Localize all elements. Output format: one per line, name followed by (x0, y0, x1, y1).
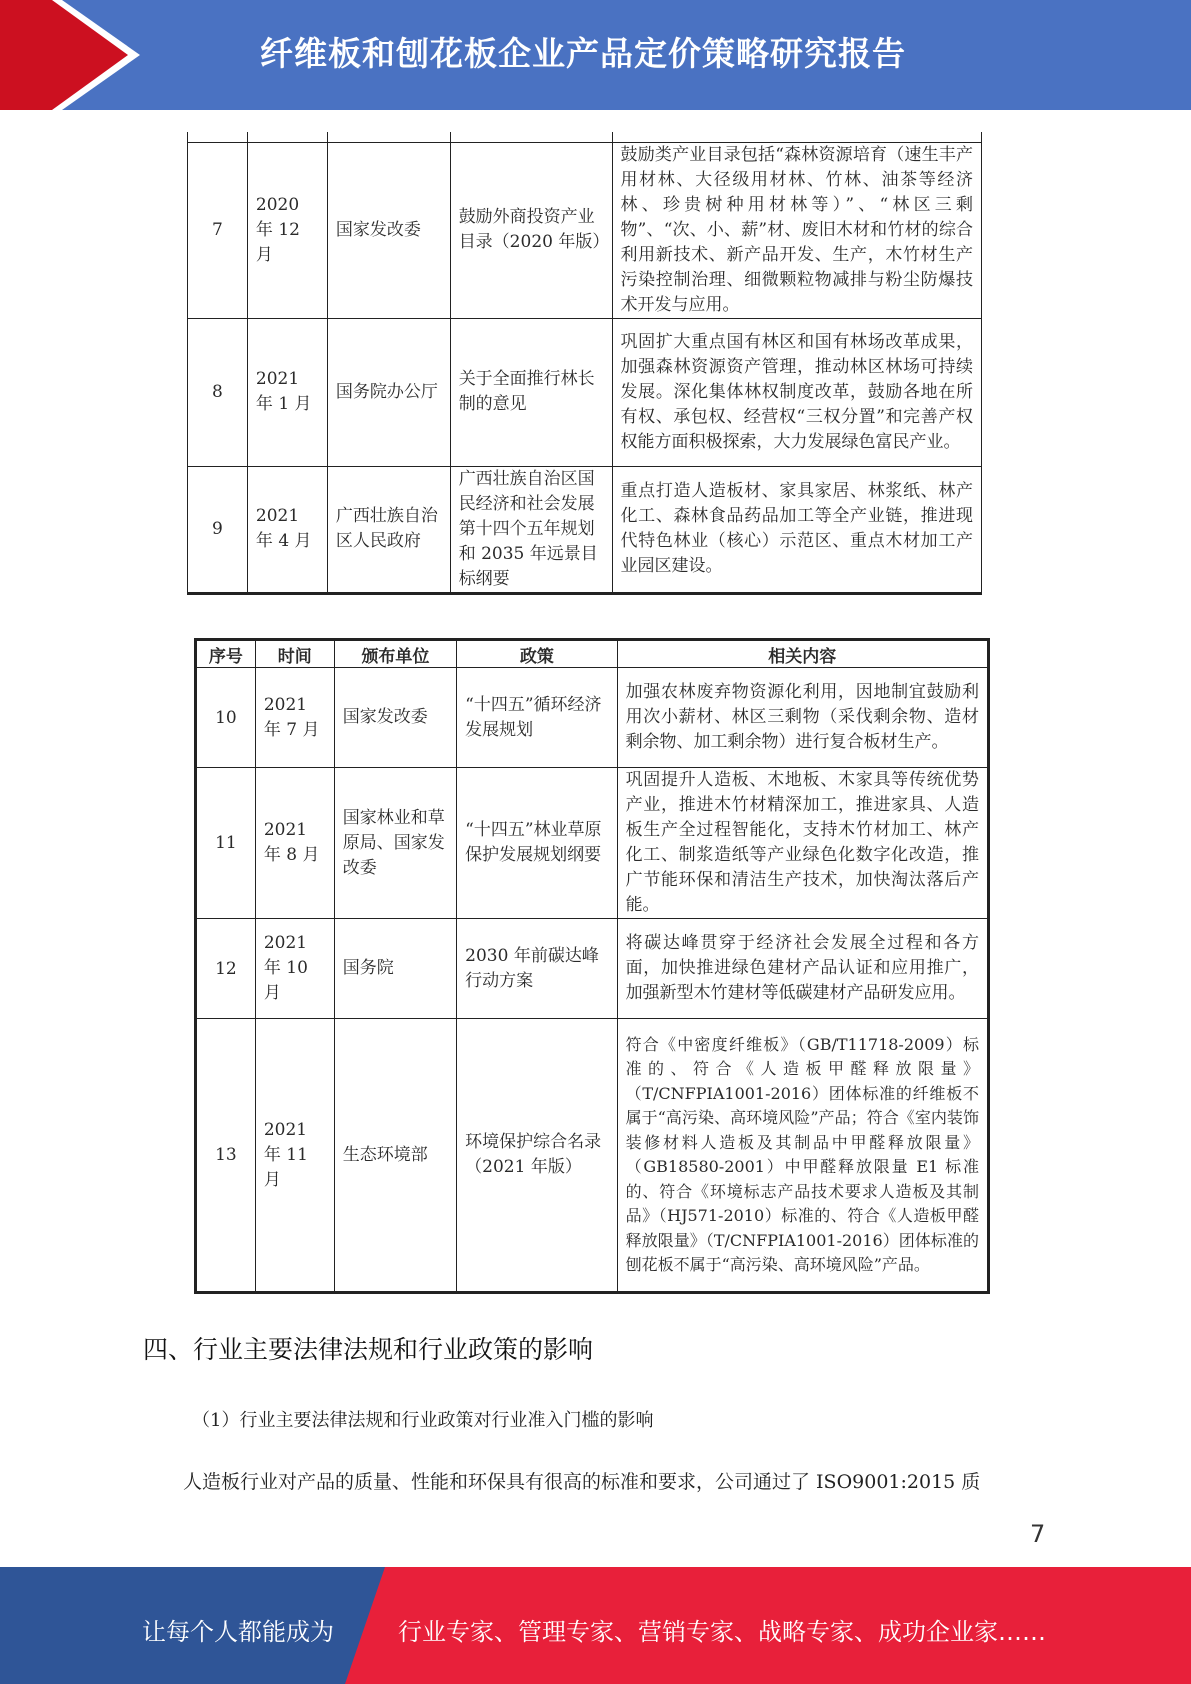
footer-slogan-right: 行业专家、管理专家、营销专家、战略专家、成功企业家…… (398, 1618, 1046, 1646)
row-time: 2021 年 1 月 (247, 318, 327, 466)
row-time: 2020 年 12 月 (247, 142, 327, 318)
column-header: 颁布单位 (334, 640, 456, 668)
row-policy: 鼓励外商投资产业目录（2020 年版） (450, 142, 612, 318)
row-number: 13 (196, 1019, 256, 1293)
header-bar (0, 0, 1191, 110)
row-time: 2021 年 11 月 (255, 1019, 334, 1293)
document-title: 纤维板和刨花板企业产品定价策略研究报告 (260, 34, 906, 73)
table-row (188, 132, 982, 142)
row-policy: 环境保护综合名录（2021 年版） (457, 1019, 617, 1293)
row-number: 10 (196, 668, 256, 768)
footer-slogan-left: 让每个人都能成为 (142, 1618, 334, 1646)
row-number: 9 (188, 466, 248, 593)
row-time: 2021 年 8 月 (255, 768, 334, 919)
page-number: 7 (1030, 1520, 1046, 1548)
row-policy: 2030 年前碳达峰行动方案 (457, 919, 617, 1019)
policy-table (194, 638, 990, 1294)
table-header-row (196, 640, 989, 668)
section-heading: 四、行业主要法律法规和行业政策的影响 (143, 1335, 594, 1364)
column-header: 相关内容 (617, 640, 988, 668)
row-issuer: 国务院办公厅 (327, 318, 450, 466)
row-number: 7 (188, 142, 248, 318)
row-issuer: 国务院 (334, 919, 456, 1019)
table-row (188, 466, 982, 593)
row-time: 2021 年 7 月 (255, 668, 334, 768)
row-issuer: 生态环境部 (334, 1019, 456, 1293)
row-time: 2021 年 4 月 (247, 466, 327, 593)
row-content: 加强农林废弃物资源化利用，因地制宜鼓励利用次小薪材、林区三剩物（采伐剩余物、造材剩余物、加工剩余物）进行复合板材生产。 (617, 668, 988, 768)
row-issuer: 国家发改委 (327, 142, 450, 318)
row-number: 12 (196, 919, 256, 1019)
table-row (188, 142, 982, 318)
column-header: 政策 (457, 640, 617, 668)
table-row (188, 318, 982, 466)
row-issuer: 国家发改委 (334, 668, 456, 768)
row-content: 重点打造人造板材、家具家居、林浆纸、林产化工、森林食品药品加工等全产业链，推进现代特色林业（核心）示范区、重点木材加工产业园区建设。 (612, 466, 981, 593)
header-chevron-decoration (0, 0, 160, 110)
table-row (196, 919, 989, 1019)
row-content: 鼓励类产业目录包括“森林资源培育（速生丰产用材林、大径级用材林、竹林、油茶等经济林、珍贵树种用材林等）”、“林区三剩物”、“次、小、薪”材、废旧木材和竹材的综合利用新技术、新产品开发、生产，木竹材生产污染控制治理、细微颗粒物减排与粉尘防爆技术开发与应用。 (612, 142, 981, 318)
row-number: 11 (196, 768, 256, 919)
row-content: 巩固扩大重点国有林区和国有林场改革成果，加强森林资源资产管理，推动林区林场可持续发展。深化集体林权制度改革，鼓励各地在所有权、承包权、经营权“三权分置”和完善产权权能方面积极探索，大力发展绿色富民产业。 (612, 318, 981, 466)
policy-table-continued (187, 132, 982, 595)
row-content: 将碳达峰贯穿于经济社会发展全过程和各方面，加快推进绿色建材产品认证和应用推广，加强新型木竹建材等低碳建材产品研发应用。 (617, 919, 988, 1019)
table-row (196, 768, 989, 919)
row-time: 2021 年 10 月 (255, 919, 334, 1019)
row-policy: 广西壮族自治区国民经济和社会发展第十四个五年规划和 2035 年远景目标纲要 (450, 466, 612, 593)
row-policy: “十四五”循环经济发展规划 (457, 668, 617, 768)
footer-banner (0, 1567, 1191, 1684)
row-policy: 关于全面推行林长制的意见 (450, 318, 612, 466)
table-row (196, 668, 989, 768)
row-number: 8 (188, 318, 248, 466)
row-content: 巩固提升人造板、木地板、木家具等传统优势产业，推进木竹材精深加工，推进家具、人造板生产全过程智能化，支持木竹材加工、林产化工、制浆造纸等产业绿色化数字化改造，推广节能环保和清洁生产技术，加快淘汰落后产能。 (617, 768, 988, 919)
row-issuer: 国家林业和草原局、国家发改委 (334, 768, 456, 919)
sub-heading: （1）行业主要法律法规和行业政策对行业准入门槛的影响 (192, 1410, 654, 1431)
row-content: 符合《中密度纤维板》（GB/T11718-2009）标准的、符合《人造板甲醛释放限量》（T/CNFPIA1001-2016）团体标准的纤维板不属于“高污染、高环境风险”产品；符合《室内装饰装修材料人造板及其制品中甲醛释放限量》（GB18580-2001）中甲醛释放限量 E1 标准的、符合《环境标志产品技术要求人造板及其制品》（HJ571-2010）标准的、符合《人造板甲醛释放限量》（T/CNFPIA1001-2016）团体标准的刨花板不属于“高污染、高环境风险”产品。 (617, 1019, 988, 1293)
column-header: 序号 (196, 640, 256, 668)
table-row (196, 1019, 989, 1293)
row-issuer: 广西壮族自治区人民政府 (327, 466, 450, 593)
body-paragraph: 人造板行业对产品的质量、性能和环保具有很高的标准和要求，公司通过了 ISO9001:2015 质 (183, 1471, 981, 1493)
column-header: 时间 (255, 640, 334, 668)
row-policy: “十四五”林业草原保护发展规划纲要 (457, 768, 617, 919)
